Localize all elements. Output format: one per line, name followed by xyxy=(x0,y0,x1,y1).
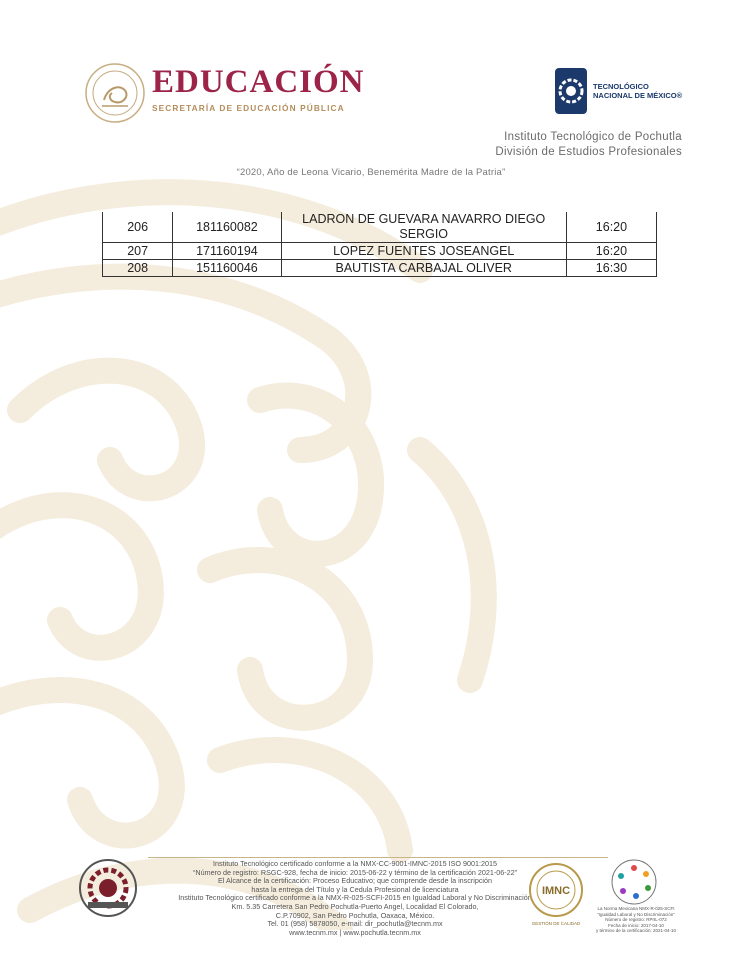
table-row xyxy=(103,212,657,243)
equality-line: y término de la certificación: 2021-04-10 xyxy=(595,928,677,933)
footer-line: C.P.70902, San Pedro Pochutla, Oaxaca, México. xyxy=(275,910,435,920)
imnc-label: IMNC xyxy=(541,885,571,897)
table-row xyxy=(103,260,657,277)
row-number: 206 xyxy=(103,212,173,243)
footer-line: El Alcance de la certificación: Proceso Educativo; que comprende desde la inscripción xyxy=(217,876,493,886)
tecnm-line-2: NACIONAL DE MÉXICO® xyxy=(593,91,683,100)
student-roster-table xyxy=(102,212,657,277)
footer-line: Instituto Tecnológico certificado conforme a la NMX-R-025-SCFI-2015 en Igualdad Laboral y No Discriminación xyxy=(178,893,532,903)
footer-line: “Número de registro: RSGC-928, fecha de inicio: 2015-06-22 y término de la certificación 2021-06-22” xyxy=(193,867,517,877)
student-name: LOPEZ FUENTES JOSEANGEL xyxy=(281,243,566,260)
footer-certification-text xyxy=(130,860,580,937)
education-title: EDUCACIÓN xyxy=(152,64,365,100)
institute-block xyxy=(495,130,682,160)
student-name: BAUTISTA CARBAJAL OLIVER xyxy=(281,260,566,277)
imnc-caption: GESTIÓN DE CALIDAD xyxy=(531,921,581,926)
row-number: 208 xyxy=(103,260,173,277)
footer-line: Km. 5.35 Carretera San Pedro Pochutla-Puerto Angel, Localidad El Colorado, xyxy=(231,901,479,911)
tecnm-line-1: TECNOLÓGICO xyxy=(593,82,649,91)
table-row xyxy=(103,243,657,260)
education-subtitle: SECRETARÍA DE EDUCACIÓN PÚBLICA xyxy=(152,103,345,113)
equality-line: Fecha de inicio: 2017-04-10 xyxy=(608,922,664,928)
time-slot: 16:20 xyxy=(566,243,656,260)
pochutla-seal-icon xyxy=(78,858,138,918)
tecnm-gear-logo-icon xyxy=(553,66,589,116)
year-motto: “2020, Año de Leona Vicario, Benemérita Madre de la Patria” xyxy=(236,167,506,178)
equality-line: Número de registro: RPrIL-072 xyxy=(605,917,667,922)
control-number: 171160194 xyxy=(173,243,281,260)
control-number: 181160082 xyxy=(173,212,281,243)
mexico-seal-icon xyxy=(84,62,146,124)
tecnm-wordmark xyxy=(593,82,682,100)
footer-line: Tel. 01 (958) 5878050, e-mail: dir_pochutla@tecnm.mx xyxy=(267,919,443,929)
footer-line: hasta la entrega del Título y la Cedula Profesional de licenciatura xyxy=(251,884,459,894)
row-number: 207 xyxy=(103,243,173,260)
time-slot: 16:20 xyxy=(566,212,656,243)
imnc-quality-seal-icon xyxy=(528,862,584,930)
footer-line: www.tecnm.mx | www.pochutla.tecnm.mx xyxy=(289,927,421,937)
control-number: 151160046 xyxy=(173,260,281,277)
equality-certification-text xyxy=(590,906,682,934)
time-slot: 16:30 xyxy=(566,260,656,277)
equality-line: “Igualdad Laboral y No Discriminación” xyxy=(597,911,675,917)
division-name: División de Estudios Profesionales xyxy=(495,146,682,158)
institute-name: Instituto Tecnológico de Pochutla xyxy=(504,131,682,143)
equality-line: La Norma Mexicana NMX-R-025-SCFI xyxy=(597,906,675,911)
equality-seal-icon xyxy=(610,858,658,906)
footer-line: Instituto Tecnológico certificado conforme a la NMX-CC-9001-IMNC-2015 ISO 9001:2015 xyxy=(213,859,497,868)
footer-divider xyxy=(148,857,608,858)
student-name: LADRON DE GUEVARA NAVARRO DIEGO SERGIO xyxy=(281,212,566,243)
